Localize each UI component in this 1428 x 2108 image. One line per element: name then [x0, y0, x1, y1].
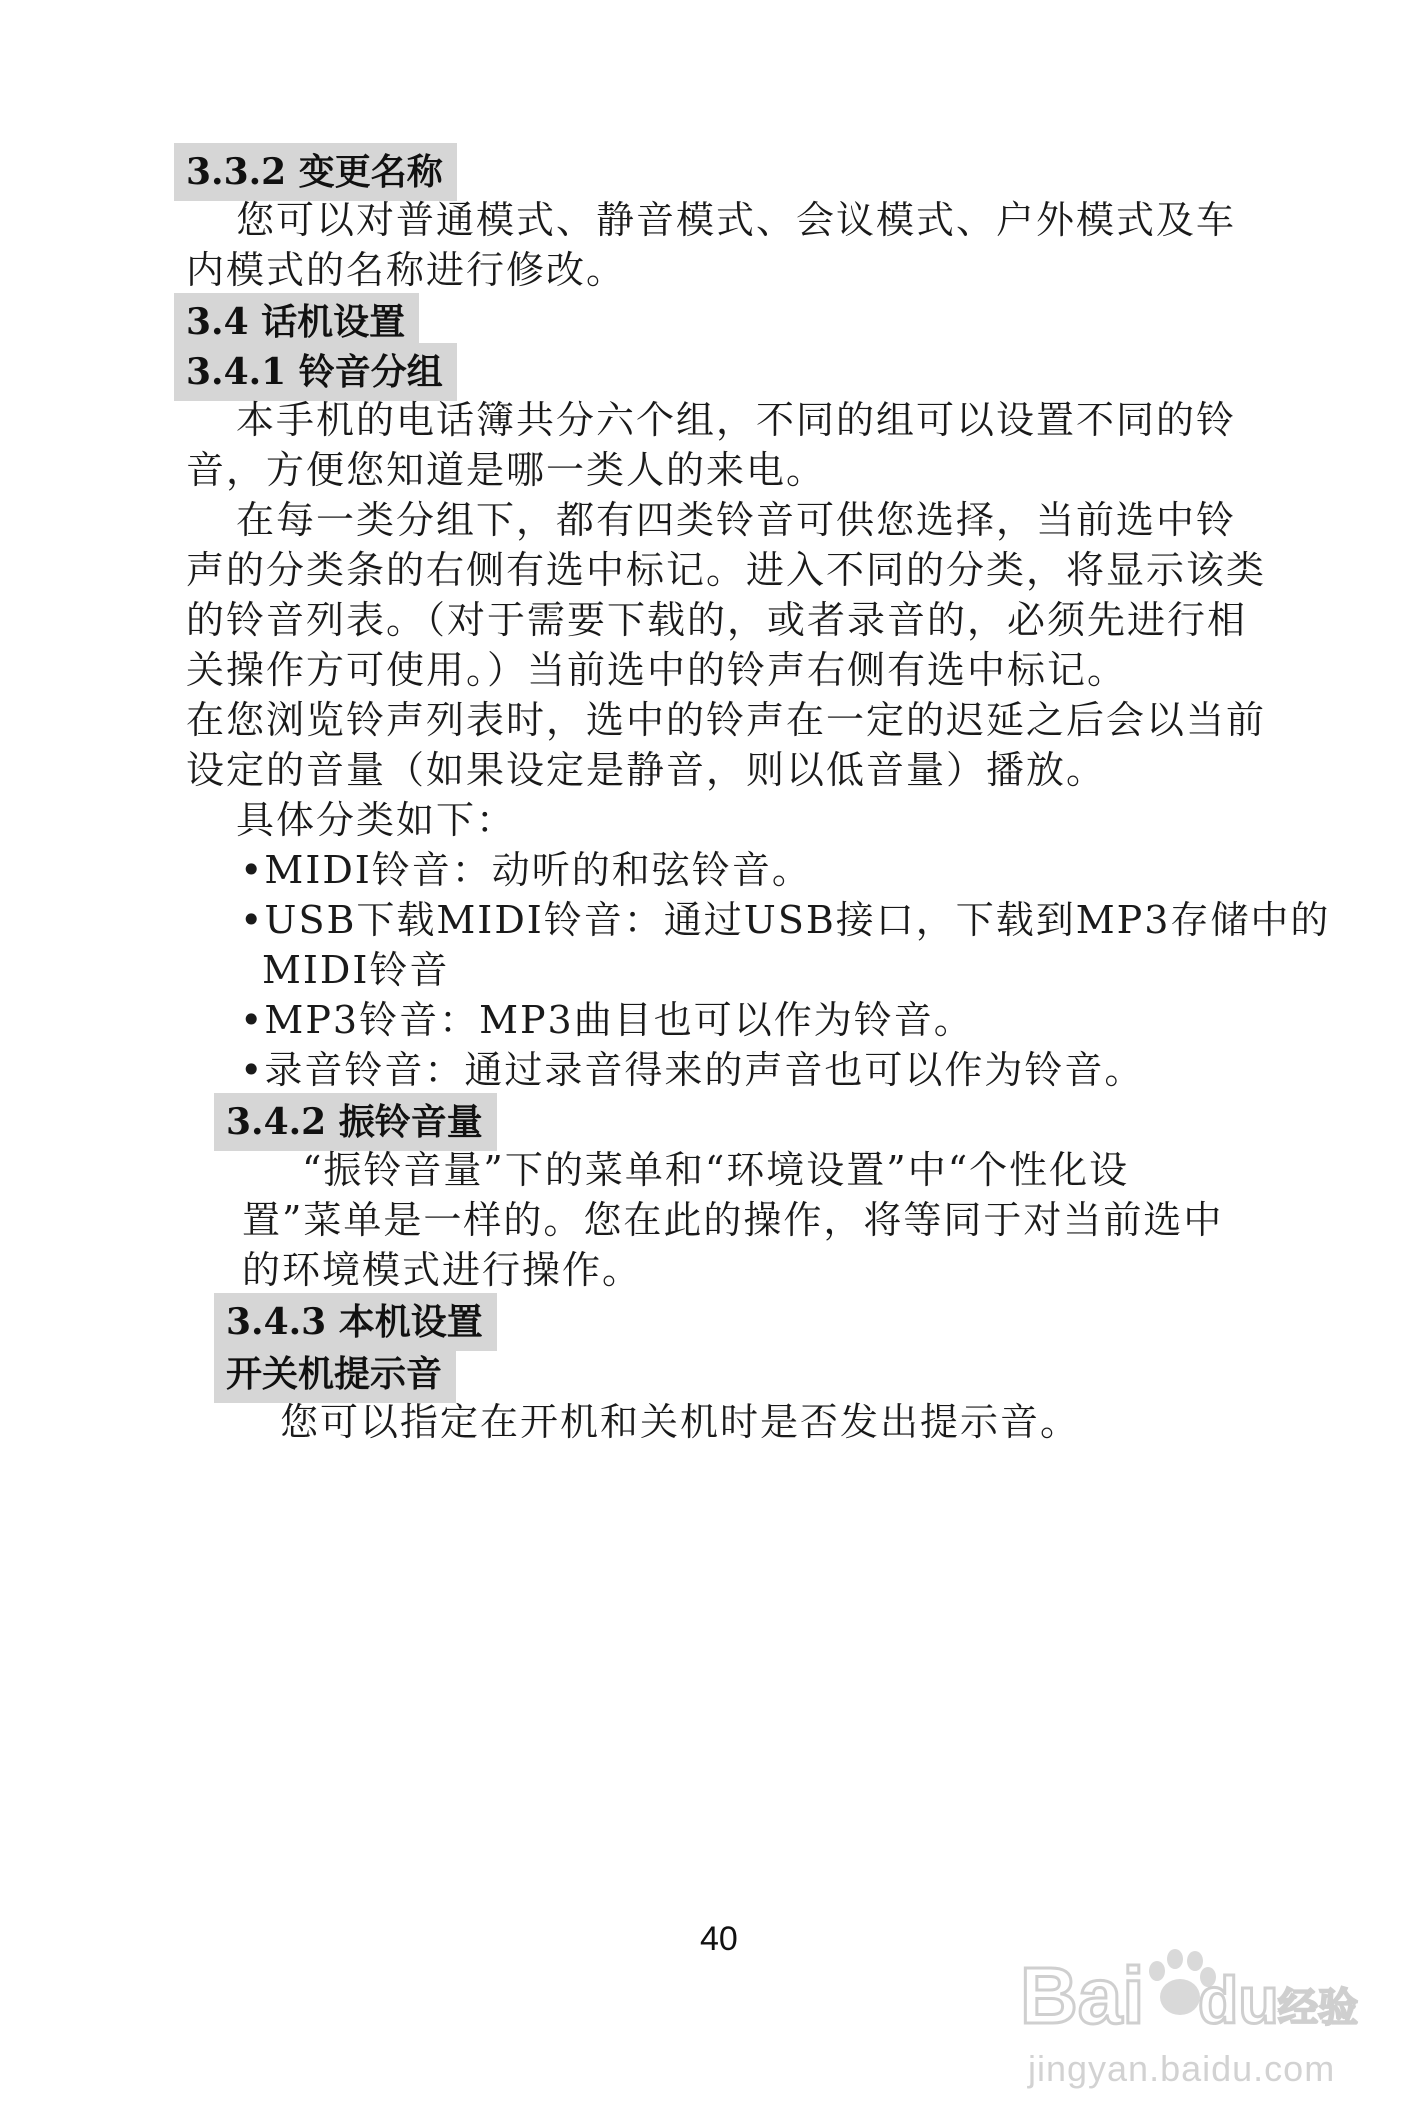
text-line: 音，方便您知道是哪一类人的来电。	[186, 448, 827, 492]
heading-3-4-1: 3.4.1 铃音分组	[174, 343, 457, 401]
text-line: 设定的音量（如果设定是静音，则以低音量）播放。	[186, 748, 1107, 792]
svg-text:du: du	[1198, 1963, 1279, 2037]
page-number: 40	[700, 1920, 738, 1958]
watermark-url: jingyan.baidu.com	[1028, 2048, 1336, 2089]
list-item: •USB下载MIDI铃音：通过USB接口，下载到MP3存储中的	[240, 898, 1331, 942]
heading-3-4-3: 3.4.3 本机设置	[214, 1293, 497, 1351]
list-item: •录音铃音：通过录音得来的声音也可以作为铃音。	[240, 1048, 1145, 1092]
text-line: 内模式的名称进行修改。	[186, 248, 627, 292]
text-line: “振铃音量”下的菜单和“环境设置”中“个性化设	[302, 1148, 1130, 1192]
list-item: •MIDI铃音：动听的和弦铃音。	[240, 848, 812, 892]
text-line: 您可以对普通模式、静音模式、会议模式、户外模式及车	[236, 198, 1237, 242]
list-item: MIDI铃音	[262, 948, 450, 992]
heading-power-tone: 开关机提示音	[214, 1345, 456, 1403]
list-item: •MP3铃音：MP3曲目也可以作为铃音。	[240, 998, 974, 1042]
text-line: 本手机的电话簿共分六个组，不同的组可以设置不同的铃	[236, 398, 1237, 442]
text-line: 声的分类条的右侧有选中标记。进入不同的分类，将显示该类	[186, 548, 1267, 592]
text-line: 您可以指定在开机和关机时是否发出提示音。	[280, 1400, 1081, 1444]
svg-text:Bai: Bai	[1020, 1951, 1145, 2040]
text-line: 关操作方可使用。）当前选中的铃声右侧有选中标记。	[186, 648, 1128, 692]
text-line: 置”菜单是一样的。您在此的操作，将等同于对当前选中	[242, 1198, 1224, 1242]
heading-3-4-2: 3.4.2 振铃音量	[214, 1093, 497, 1151]
text-line: 在您浏览铃声列表时，选中的铃声在一定的迟延之后会以当前	[186, 698, 1267, 742]
baidu-jingyan-watermark-logo	[1020, 1935, 1360, 2045]
text-line: 的环境模式进行操作。	[242, 1248, 643, 1292]
text-line: 在每一类分组下，都有四类铃音可供您选择，当前选中铃	[236, 498, 1237, 542]
svg-text:经验: 经验	[1278, 1985, 1358, 2031]
text-line: 具体分类如下：	[236, 798, 517, 842]
text-line: 的铃音列表。（对于需要下载的，或者录音的，必须先进行相	[186, 598, 1248, 642]
heading-3-4: 3.4 话机设置	[174, 293, 419, 351]
heading-3-3-2: 3.3.2 变更名称	[174, 143, 457, 201]
